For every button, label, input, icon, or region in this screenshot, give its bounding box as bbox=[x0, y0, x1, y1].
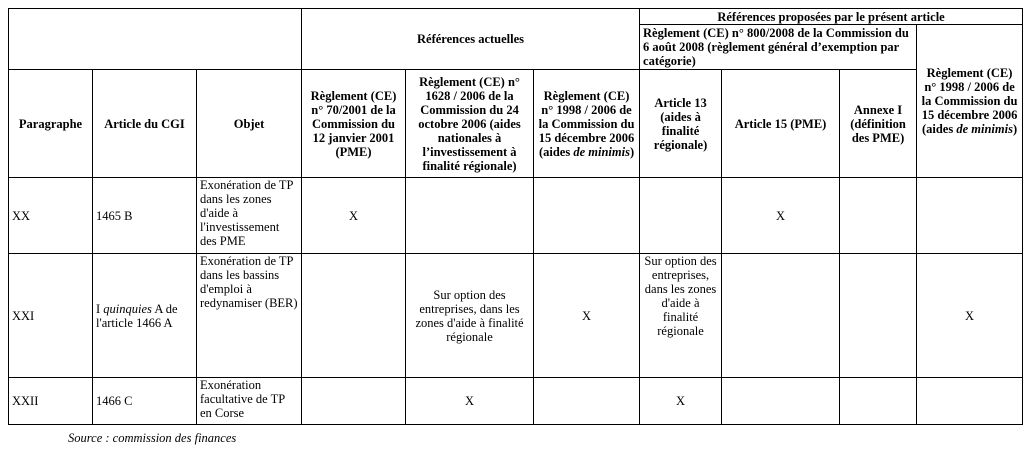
reg-70-2001-cell: X bbox=[302, 178, 406, 254]
source-note: Source : commission des finances bbox=[68, 431, 237, 445]
reg-1628-2006-cell bbox=[406, 178, 534, 254]
article-15-cell: X bbox=[722, 178, 840, 254]
references-table bbox=[8, 8, 1023, 425]
paragraphe-cell: XX bbox=[9, 178, 93, 254]
objet-cell: Exonération facultative de TP en Corse bbox=[197, 378, 302, 425]
proposed-references-header: Références proposées par le présent article bbox=[640, 9, 1023, 25]
reg-1998-2006-current-cell: X bbox=[534, 254, 640, 378]
annexe-1-cell bbox=[840, 378, 917, 425]
article-cgi-header: Article du CGI bbox=[93, 70, 197, 178]
annexe-1-cell bbox=[840, 254, 917, 378]
article-13-cell: Sur option des entreprises, dans les zones d'aide à finalité régionale bbox=[640, 254, 722, 378]
reg-70-2001-cell bbox=[302, 254, 406, 378]
table-row bbox=[9, 254, 1023, 378]
article-13-cell bbox=[640, 178, 722, 254]
article-cell: I quinquies A de l'article 1466 A bbox=[93, 254, 197, 378]
reg-70-2001-header: Règlement (CE) n° 70/2001 de la Commission du 12 janvier 2001 (PME) bbox=[302, 70, 406, 178]
table-row bbox=[9, 178, 1023, 254]
reg-1628-2006-header: Règlement (CE) n° 1628 / 2006 de la Commission du 24 octobre 2006 (aides nationales à l’investissement à finalité régionale) bbox=[406, 70, 534, 178]
reg-1998-2006-proposed-cell bbox=[917, 178, 1023, 254]
table-row bbox=[9, 378, 1023, 425]
paragraphe-cell: XXII bbox=[9, 378, 93, 425]
reg-1628-2006-cell: X bbox=[406, 378, 534, 425]
article-13-cell: X bbox=[640, 378, 722, 425]
article-cell: 1465 B bbox=[93, 178, 197, 254]
reg-1628-2006-cell: Sur option des entreprises, dans les zones d'aide à finalité régionale bbox=[406, 254, 534, 378]
reg-1998-2006-current-header: Règlement (CE) n° 1998 / 2006 de la Commission du 15 décembre 2006 (aides de minimis) bbox=[534, 70, 640, 178]
paragraphe-header: Paragraphe bbox=[9, 70, 93, 178]
annexe-1-header: Annexe I (définition des PME) bbox=[840, 70, 917, 178]
reg-800-2008-header: Règlement (CE) n° 800/2008 de la Commission du 6 août 2008 (règlement général d’exemption par catégorie) bbox=[640, 25, 917, 70]
article-15-cell bbox=[722, 378, 840, 425]
reg-1998-2006-proposed-cell bbox=[917, 378, 1023, 425]
blank-header-cell bbox=[9, 9, 302, 70]
reg-1998-2006-proposed-header: Règlement (CE) n° 1998 / 2006 de la Commission du 15 décembre 2006 (aides de minimis) bbox=[917, 25, 1023, 178]
current-references-header: Références actuelles bbox=[302, 9, 640, 70]
reg-1998-2006-current-cell bbox=[534, 378, 640, 425]
article-15-header: Article 15 (PME) bbox=[722, 70, 840, 178]
article-13-header: Article 13 (aides à finalité régionale) bbox=[640, 70, 722, 178]
paragraphe-cell: XXI bbox=[9, 254, 93, 378]
objet-cell: Exonération de TP dans les bassins d'emploi à redynamiser (BER) bbox=[197, 254, 302, 378]
annexe-1-cell bbox=[840, 178, 917, 254]
article-cell: 1466 C bbox=[93, 378, 197, 425]
reg-70-2001-cell bbox=[302, 378, 406, 425]
article-15-cell bbox=[722, 254, 840, 378]
objet-header: Objet bbox=[197, 70, 302, 178]
reg-1998-2006-current-cell bbox=[534, 178, 640, 254]
objet-cell: Exonération de TP dans les zones d'aide à l'investissement des PME bbox=[197, 178, 302, 254]
reg-1998-2006-proposed-cell: X bbox=[917, 254, 1023, 378]
